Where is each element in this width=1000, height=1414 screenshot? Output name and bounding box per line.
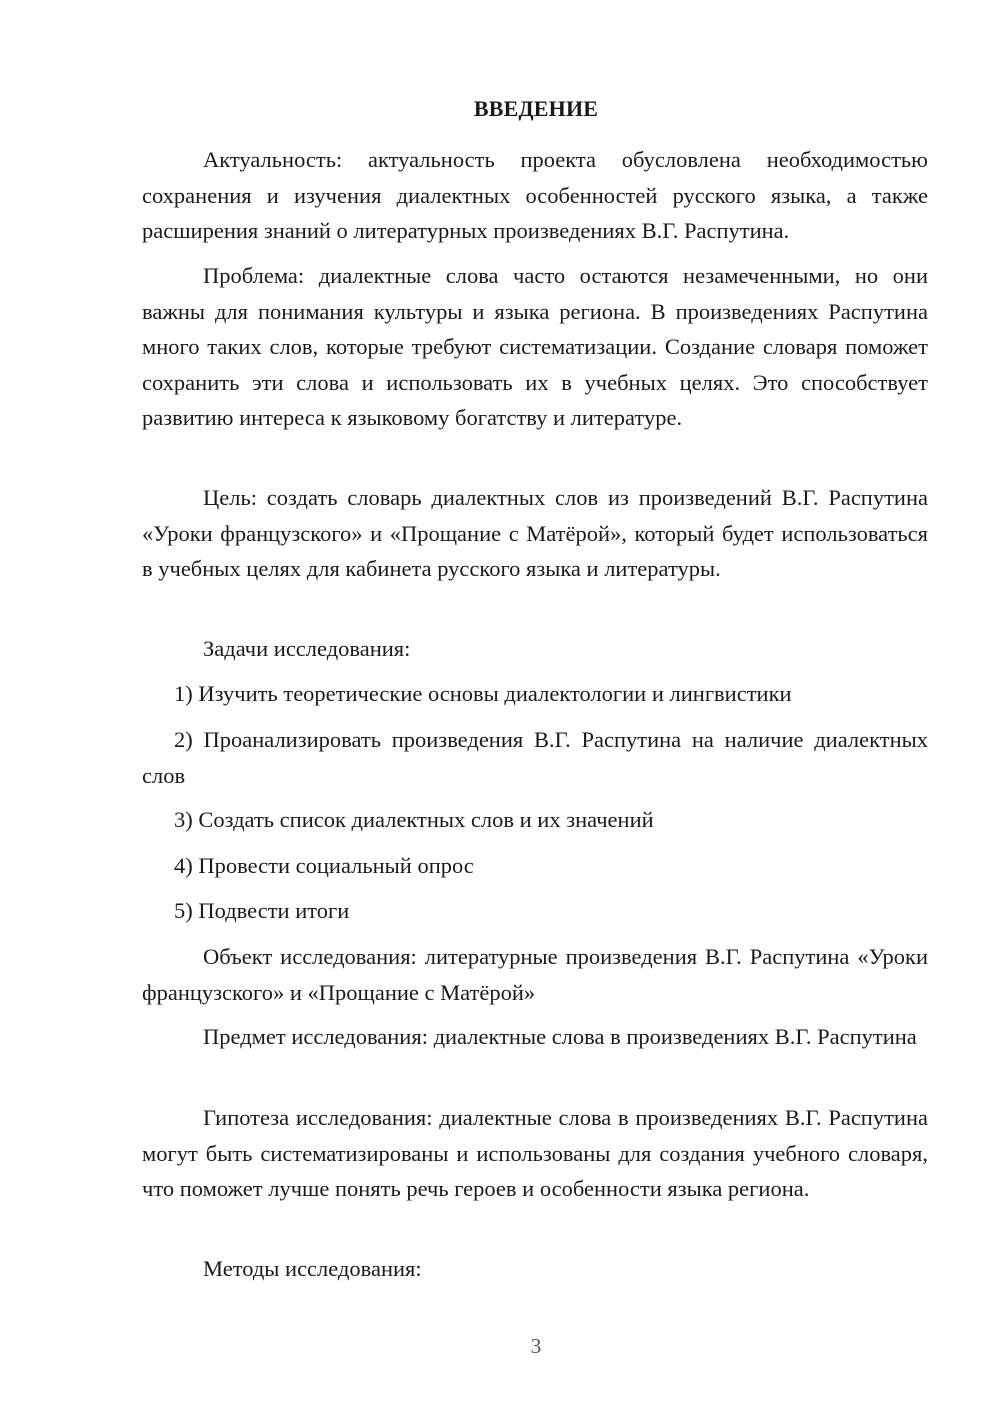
paragraph-goal: Цель: создать словарь диалектных слов из произведений В.Г. Распутина «Уроки французского» и «Прощание с Матёрой», который будет использоваться в учебных целях для кабинета русского языка и литературы. <box>142 485 928 581</box>
task-item-2: 2) Проанализировать произведения В.Г. Распутина на наличие диалектных слов <box>142 727 928 788</box>
task-item-5: 5) Подвести итоги <box>174 898 350 923</box>
paragraph-problem: Проблема: диалектные слова часто остаются незамеченными, но они важны для понимания культуры и языка региона. В произведениях Распутина много таких слов, которые требуют систематизации. Создание словаря поможет сохранить эти слова и использовать их в учебных целях. Это способствует развитию интереса к языковому богатству и литературе. <box>142 263 928 430</box>
paragraph-hypothesis: Гипотеза исследования: диалектные слова в произведениях В.Г. Распутина могут быть систематизированы и использованы для создания учебного словаря, что поможет лучше понять речь героев и особенности языка региона. <box>142 1105 928 1201</box>
tasks-heading: Задачи исследования: <box>203 636 411 661</box>
page-number: 3 <box>530 1334 542 1358</box>
task-item-1: 1) Изучить теоретические основы диалектологии и лингвистики <box>174 681 792 706</box>
paragraph-relevance: Актуальность: актуальность проекта обусловлена необходимостью сохранения и изучения диалектных особенностей русского языка, а также расширения знаний о литературных произведениях В.Г. Распутина. <box>142 147 928 243</box>
task-item-4: 4) Провести социальный опрос <box>174 853 474 878</box>
methods-heading: Методы исследования: <box>203 1256 422 1281</box>
paragraph-subject: Предмет исследования: диалектные слова в произведениях В.Г. Распутина <box>203 1024 917 1049</box>
page-title: ВВЕДЕНИЕ <box>473 96 599 121</box>
task-item-3: 3) Создать список диалектных слов и их значений <box>174 807 654 832</box>
paragraph-object: Объект исследования: литературные произведения В.Г. Распутина «Уроки французского» и «Прощание с Матёрой» <box>142 944 928 1005</box>
